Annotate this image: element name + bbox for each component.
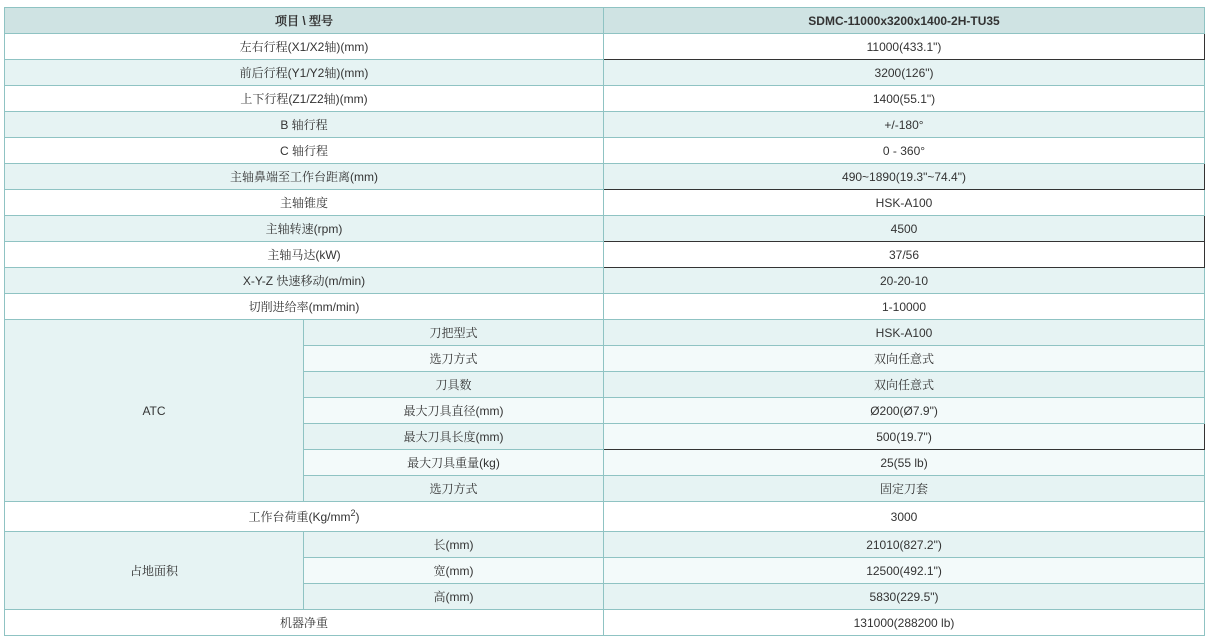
row-value: 1-10000 <box>604 294 1205 320</box>
header-model-name: SDMC-11000x3200x1400-2H-TU35 <box>604 8 1205 34</box>
atc-item-label: 最大刀具直径(mm) <box>304 398 604 424</box>
table-row <box>5 112 1205 138</box>
footprint-item-value: 12500(492.1") <box>604 558 1205 584</box>
net-weight-value: 131000(288200 lb) <box>604 610 1205 636</box>
row-value: 490~1890(19.3"~74.4") <box>604 164 1205 190</box>
atc-item-value: 固定刀套 <box>604 476 1205 502</box>
table-row <box>5 610 1205 636</box>
row-label: 前后行程(Y1/Y2轴)(mm) <box>5 60 604 86</box>
table-row <box>5 34 1205 60</box>
header-row <box>5 8 1205 34</box>
row-label: 主轴锥度 <box>5 190 604 216</box>
table-row <box>5 60 1205 86</box>
atc-item-label: 刀具数 <box>304 372 604 398</box>
table-row <box>5 164 1205 190</box>
row-label: 主轴马达(kW) <box>5 242 604 268</box>
footprint-group-label: 占地面积 <box>5 532 304 610</box>
footprint-item-label: 宽(mm) <box>304 558 604 584</box>
row-value: HSK-A100 <box>604 190 1205 216</box>
row-value: 37/56 <box>604 242 1205 268</box>
row-value: 0 - 360° <box>604 138 1205 164</box>
row-value: +/-180° <box>604 112 1205 138</box>
row-label: 主轴鼻端至工作台距离(mm) <box>5 164 604 190</box>
row-label: 切削进给率(mm/min) <box>5 294 604 320</box>
atc-item-label: 最大刀具重量(kg) <box>304 450 604 476</box>
table-row <box>5 502 1205 532</box>
row-value: 3200(126") <box>604 60 1205 86</box>
atc-row <box>5 320 1205 346</box>
table-load-label-sup: 2 <box>350 507 356 518</box>
footprint-item-label: 高(mm) <box>304 584 604 610</box>
table-row <box>5 268 1205 294</box>
spec-table <box>4 7 1205 636</box>
footprint-item-label: 长(mm) <box>304 532 604 558</box>
row-value: 11000(433.1") <box>604 34 1205 60</box>
atc-item-value: 双向任意式 <box>604 346 1205 372</box>
atc-item-value: 25(55 lb) <box>604 450 1205 476</box>
table-row <box>5 190 1205 216</box>
atc-item-label: 选刀方式 <box>304 476 604 502</box>
row-value: 4500 <box>604 216 1205 242</box>
atc-group-label: ATC <box>5 320 304 502</box>
row-value: 1400(55.1") <box>604 86 1205 112</box>
table-load-value: 3000 <box>604 502 1205 532</box>
row-label: 主轴转速(rpm) <box>5 216 604 242</box>
row-label: B 轴行程 <box>5 112 604 138</box>
atc-item-label: 刀把型式 <box>304 320 604 346</box>
header-item-model: 项目 \ 型号 <box>5 8 604 34</box>
atc-item-label: 选刀方式 <box>304 346 604 372</box>
row-label: 左右行程(X1/X2轴)(mm) <box>5 34 604 60</box>
footprint-row <box>5 532 1205 558</box>
table-load-label-text: 工作台荷重(Kg/mm <box>248 509 351 524</box>
row-label: X-Y-Z 快速移动(m/min) <box>5 268 604 294</box>
atc-item-value: 500(19.7") <box>604 424 1205 450</box>
row-value: 20-20-10 <box>604 268 1205 294</box>
row-label: 上下行程(Z1/Z2轴)(mm) <box>5 86 604 112</box>
table-row <box>5 86 1205 112</box>
atc-item-value: 双向任意式 <box>604 372 1205 398</box>
atc-item-value: HSK-A100 <box>604 320 1205 346</box>
table-row <box>5 294 1205 320</box>
row-label: C 轴行程 <box>5 138 604 164</box>
atc-item-label: 最大刀具长度(mm) <box>304 424 604 450</box>
table-load-label <box>5 502 604 532</box>
footprint-item-value: 5830(229.5") <box>604 584 1205 610</box>
table-row <box>5 216 1205 242</box>
table-load-label-close: ) <box>355 509 360 524</box>
net-weight-label: 机器净重 <box>5 610 604 636</box>
table-row <box>5 242 1205 268</box>
table-row <box>5 138 1205 164</box>
footprint-item-value: 21010(827.2") <box>604 532 1205 558</box>
atc-item-value: Ø200(Ø7.9") <box>604 398 1205 424</box>
